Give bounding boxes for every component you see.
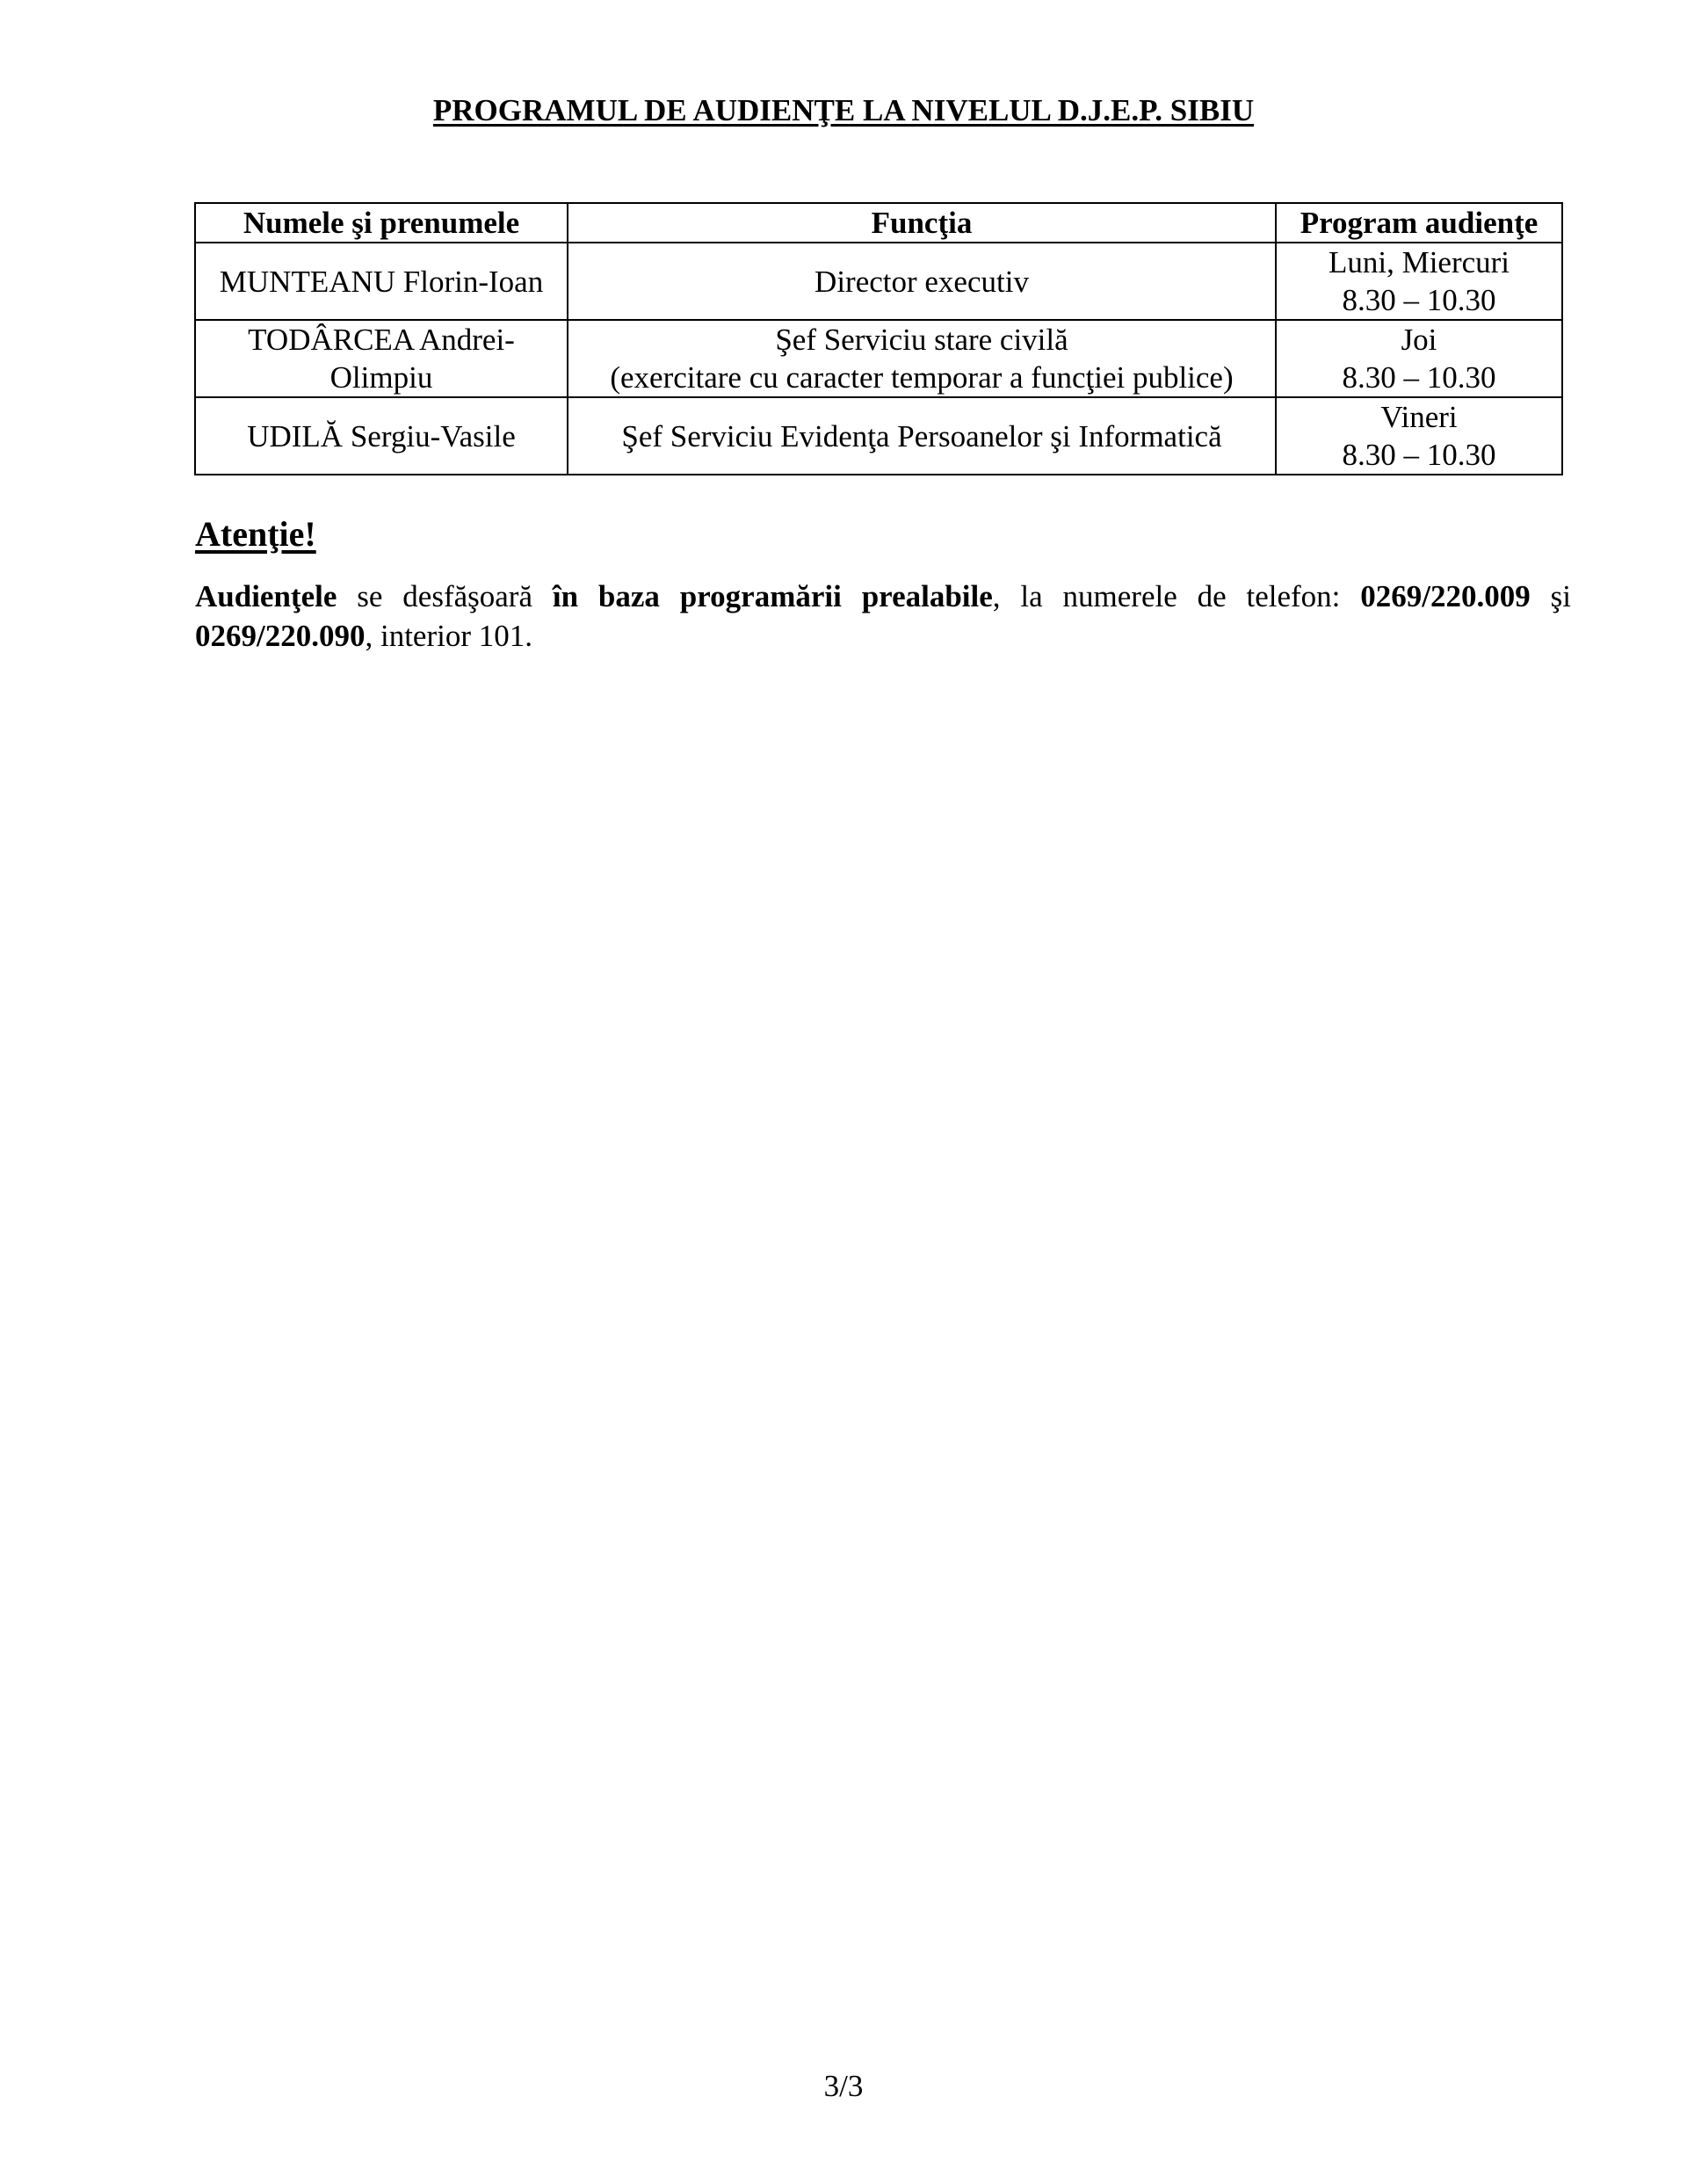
cell-name bbox=[195, 397, 568, 475]
cell-line: Olimpiu bbox=[329, 360, 433, 395]
column-header-name: Numele şi prenumele bbox=[195, 203, 568, 243]
cell-line: (exercitare cu caracter temporar a funcţiei publice) bbox=[610, 360, 1234, 395]
cell-line: Luni, Miercuri bbox=[1328, 245, 1510, 279]
note-segment: , la numerele de telefon: bbox=[992, 579, 1361, 613]
appointment-note bbox=[195, 577, 1571, 656]
cell-line: TODÂRCEA Andrei- bbox=[248, 323, 515, 357]
attention-heading: Atenţie! bbox=[195, 514, 316, 554]
page-number: 3/3 bbox=[823, 2069, 864, 2103]
page-title: PROGRAMUL DE AUDIENŢE LA NIVELUL D.J.E.P. SIBIU bbox=[432, 93, 1255, 127]
column-header-function: Funcţia bbox=[568, 203, 1276, 243]
note-segment: în baza programării prealabile bbox=[552, 579, 993, 613]
phone-number: 0269/220.090 bbox=[195, 619, 366, 653]
cell-name bbox=[195, 243, 568, 320]
cell-schedule bbox=[1276, 320, 1562, 397]
note-segment: şi bbox=[1530, 579, 1571, 613]
cell-line: Vineri bbox=[1380, 400, 1458, 434]
note-segment: se desfăşoară bbox=[337, 579, 553, 613]
cell-line: Şef Serviciu Evidenţa Persoanelor şi Informatică bbox=[621, 418, 1222, 453]
table-row bbox=[195, 243, 1562, 320]
cell-function bbox=[568, 397, 1276, 475]
cell-line: MUNTEANU Florin-Ioan bbox=[219, 264, 544, 299]
table-row bbox=[195, 320, 1562, 397]
cell-function bbox=[568, 320, 1276, 397]
cell-line: 8.30 – 10.30 bbox=[1342, 283, 1496, 317]
cell-line: UDILĂ Sergiu-Vasile bbox=[247, 418, 516, 453]
cell-name bbox=[195, 320, 568, 397]
cell-schedule bbox=[1276, 397, 1562, 475]
cell-schedule bbox=[1276, 243, 1562, 320]
column-header-schedule: Program audienţe bbox=[1276, 203, 1562, 243]
cell-line: Şef Serviciu stare civilă bbox=[775, 323, 1068, 357]
table-row bbox=[195, 397, 1562, 475]
cell-line: Joi bbox=[1401, 323, 1437, 357]
cell-function bbox=[568, 243, 1276, 320]
cell-line: 8.30 – 10.30 bbox=[1342, 360, 1496, 395]
audience-schedule-table bbox=[194, 202, 1563, 475]
cell-line: Director executiv bbox=[815, 264, 1029, 299]
table-header-row bbox=[195, 203, 1562, 243]
note-segment: , interior 101. bbox=[365, 619, 533, 653]
cell-line: 8.30 – 10.30 bbox=[1342, 438, 1496, 472]
note-segment: Audienţele bbox=[195, 579, 337, 613]
phone-number: 0269/220.009 bbox=[1360, 579, 1531, 613]
